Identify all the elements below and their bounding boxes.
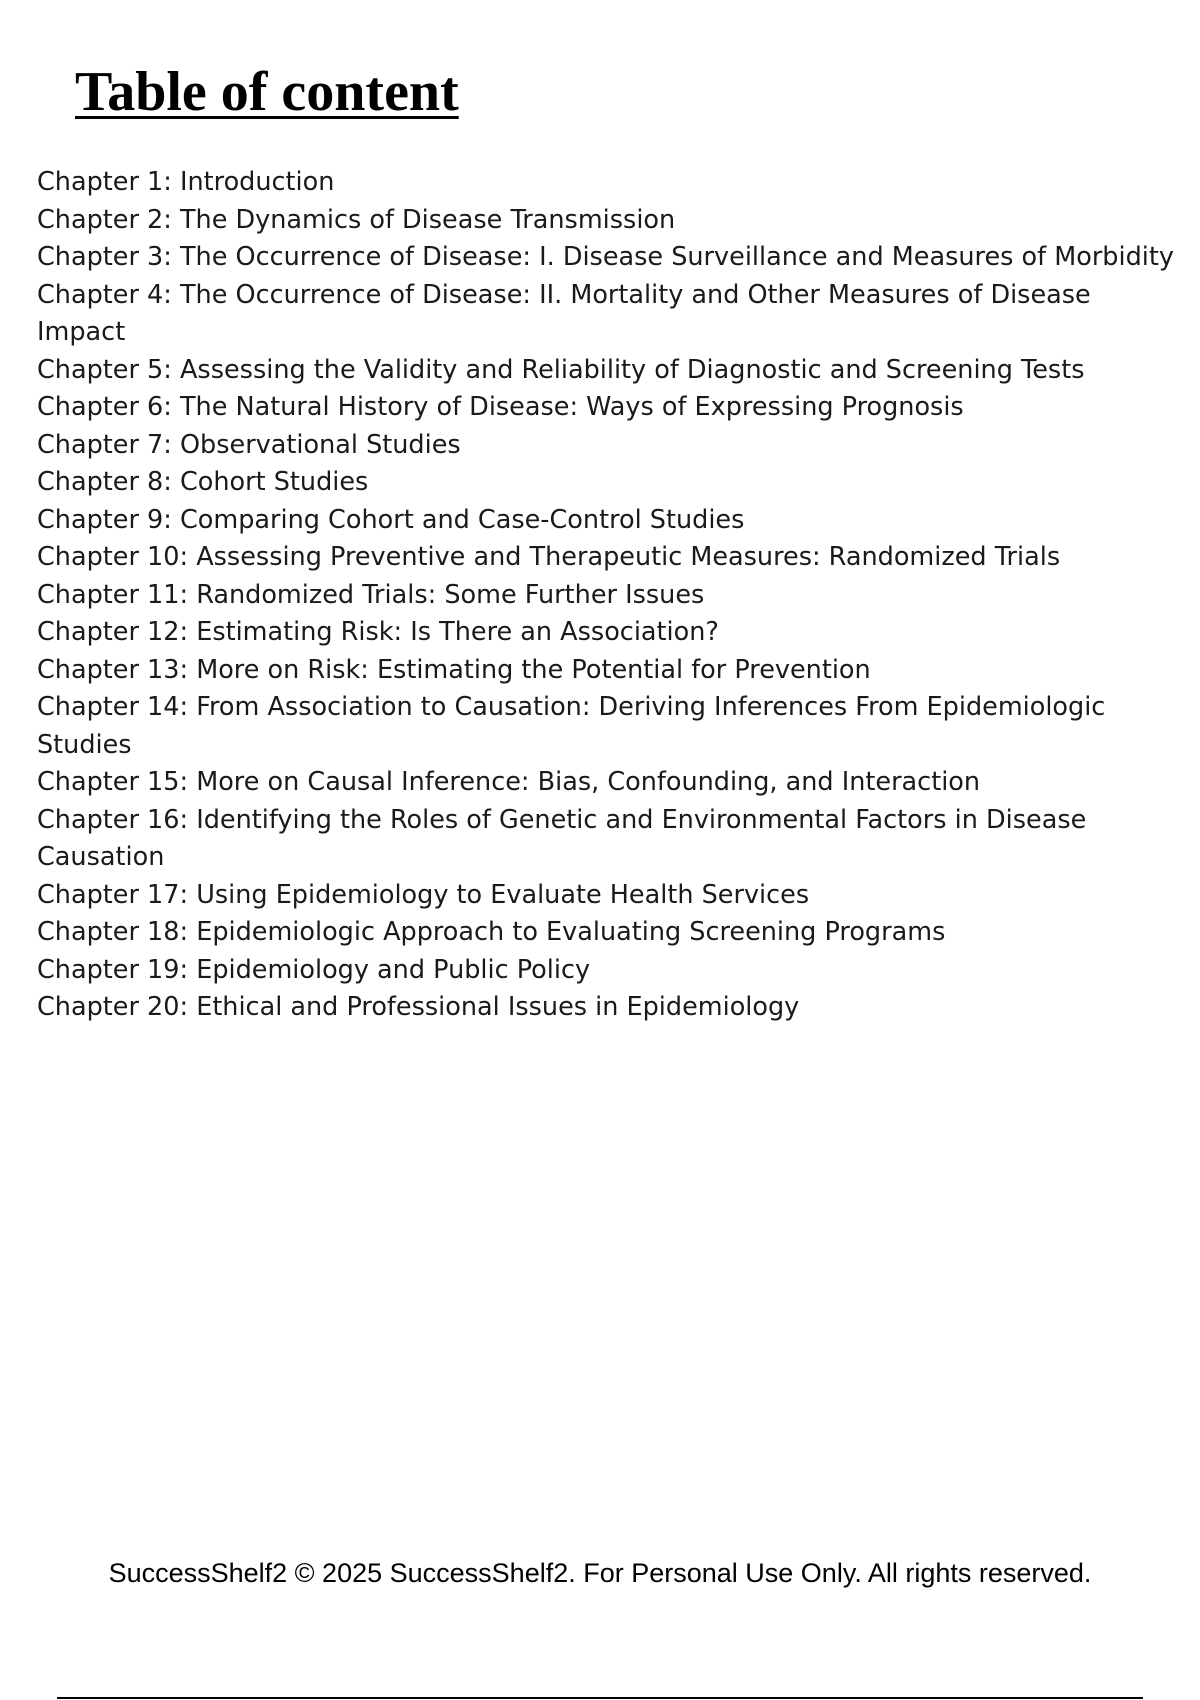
footer-divider [57, 1697, 1143, 1699]
toc-item-chapter-5: Chapter 5: Assessing the Validity and Reliability of Diagnostic and Screening Tests [37, 354, 1085, 385]
toc-item-chapter-11: Chapter 11: Randomized Trials: Some Further Issues [37, 579, 705, 610]
page-title: Table of content [75, 61, 459, 123]
toc-item-chapter-3: Chapter 3: The Occurrence of Disease: I. Disease Surveillance and Measures of Morbidity [37, 242, 1174, 272]
toc-item-chapter-10: Chapter 10: Assessing Preventive and Therapeutic Measures: Randomized Trials [37, 542, 1061, 572]
toc-item-chapter-8: Chapter 8: Cohort Studies [37, 467, 369, 497]
copyright-footer: SuccessShelf2 © 2025 SuccessShelf2. For Personal Use Only. All rights reserved. [108, 1558, 1092, 1588]
toc-item-chapter-20: Chapter 20: Ethical and Professional Issues in Epidemiology [37, 992, 800, 1022]
toc-item-chapter-19: Chapter 19: Epidemiology and Public Policy [37, 954, 591, 985]
toc-item-chapter-2: Chapter 2: The Dynamics of Disease Transmission [37, 204, 676, 235]
toc-item-chapter-17: Chapter 17: Using Epidemiology to Evaluate Health Services [37, 879, 810, 910]
toc-item-chapter-14: Chapter 14: From Association to Causation: Deriving Inferences From Epidemiologic Studies [37, 692, 1106, 760]
table-of-contents-list [37, 164, 1197, 1027]
toc-item-chapter-18: Chapter 18: Epidemiologic Approach to Evaluating Screening Programs [37, 917, 946, 947]
toc-item-chapter-12: Chapter 12: Estimating Risk: Is There an Association? [37, 617, 719, 647]
toc-item-chapter-6: Chapter 6: The Natural History of Disease: Ways of Expressing Prognosis [37, 392, 964, 422]
toc-item-chapter-7: Chapter 7: Observational Studies [37, 429, 461, 460]
toc-item-chapter-13: Chapter 13: More on Risk: Estimating the Potential for Prevention [37, 654, 871, 685]
toc-item-chapter-15: Chapter 15: More on Causal Inference: Bias, Confounding, and Interaction [37, 767, 981, 797]
toc-item-chapter-4: Chapter 4: The Occurrence of Disease: II. Mortality and Other Measures of Disease Impact [37, 279, 1091, 347]
toc-item-chapter-1: Chapter 1: Introduction [37, 167, 335, 197]
toc-item-chapter-9: Chapter 9: Comparing Cohort and Case-Control Studies [37, 504, 745, 535]
toc-item-chapter-16: Chapter 16: Identifying the Roles of Genetic and Environmental Factors in Disease Causation [37, 804, 1087, 872]
